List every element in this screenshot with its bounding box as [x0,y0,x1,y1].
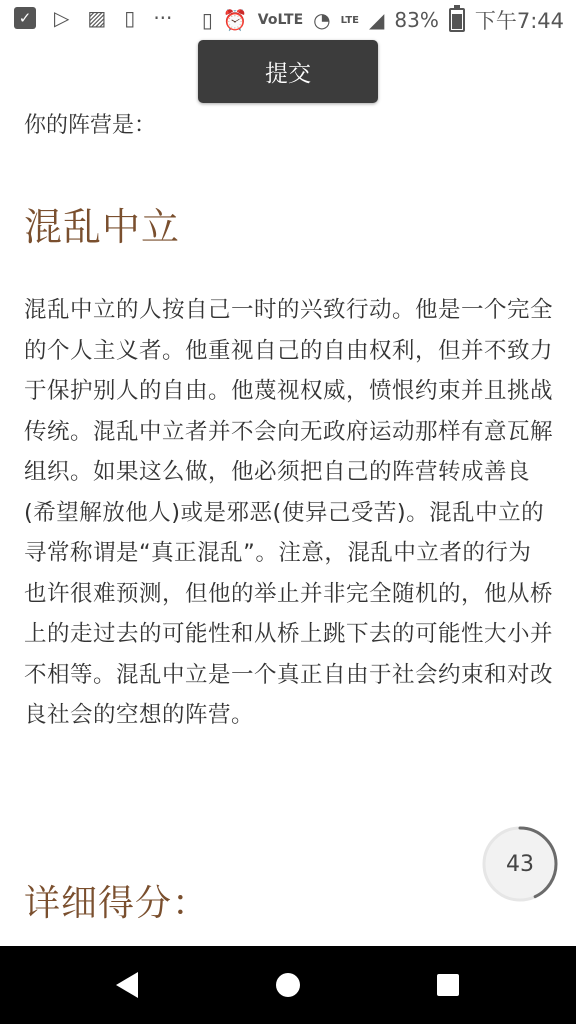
progress-value: 43 [506,851,534,877]
back-icon [114,970,142,1000]
alignment-description: 混乱中立的人按自己一时的兴致行动。他是一个完全的个人主义者。他重视自己的自由权利，但并不致力于保护别人的自由。他蔑视权威，愤恨约束并且挑战传统。混乱中立者并不会向无政府运动那样有意瓦解组织。如果这么做，他必须把自己的阵营转成善良(希望解放他人)或是邪恶(使异己受苦)。混乱中立的寻常称谓是“真正混乱”。注意，混乱中立者的行为也许很难预测，但他的举止并非完全随机的，他从桥上的走过去的可能性和从桥上跳下去的可能性大小并不相等。混乱中立是一个真正自由于社会约束和对改良社会的空想的阵营。 [24,297,554,728]
alarm-icon: ⏰ [222,8,248,32]
check-box-icon: ✓ [14,7,36,29]
notification-icons [14,6,172,30]
scroll-progress-badge[interactable] [481,825,559,903]
recents-icon [435,972,461,998]
battery-icon [449,8,465,32]
phone-icon: ▯ [124,6,136,30]
back-button[interactable] [88,946,168,1024]
submit-label: 提交 [265,61,311,87]
lte-label: LTE [340,14,359,26]
submit-button[interactable] [198,40,378,103]
more-icon: ··· [153,6,173,30]
home-icon [274,971,302,999]
recents-button[interactable] [408,946,488,1024]
home-button[interactable] [248,946,328,1024]
wifi-icon: ◔ [313,8,331,32]
score-breakdown-title: 详细得分： [24,883,210,924]
clock: 下午7:44 [474,9,564,33]
battery-percent: 83% [394,8,439,32]
volte-label: VoLTE [257,12,304,28]
alignment-title: 混乱中立 [24,205,181,249]
system-icons [202,5,564,35]
vibrate-icon: ▯ [201,8,213,32]
status-bar [0,0,576,38]
play-outline-icon: ▷ [54,6,70,30]
navigation-bar [0,946,576,1024]
image-icon: ▨ [87,6,107,30]
signal-icon: ◢ [368,8,385,32]
alignment-intro: 你的阵营是： [24,113,157,138]
